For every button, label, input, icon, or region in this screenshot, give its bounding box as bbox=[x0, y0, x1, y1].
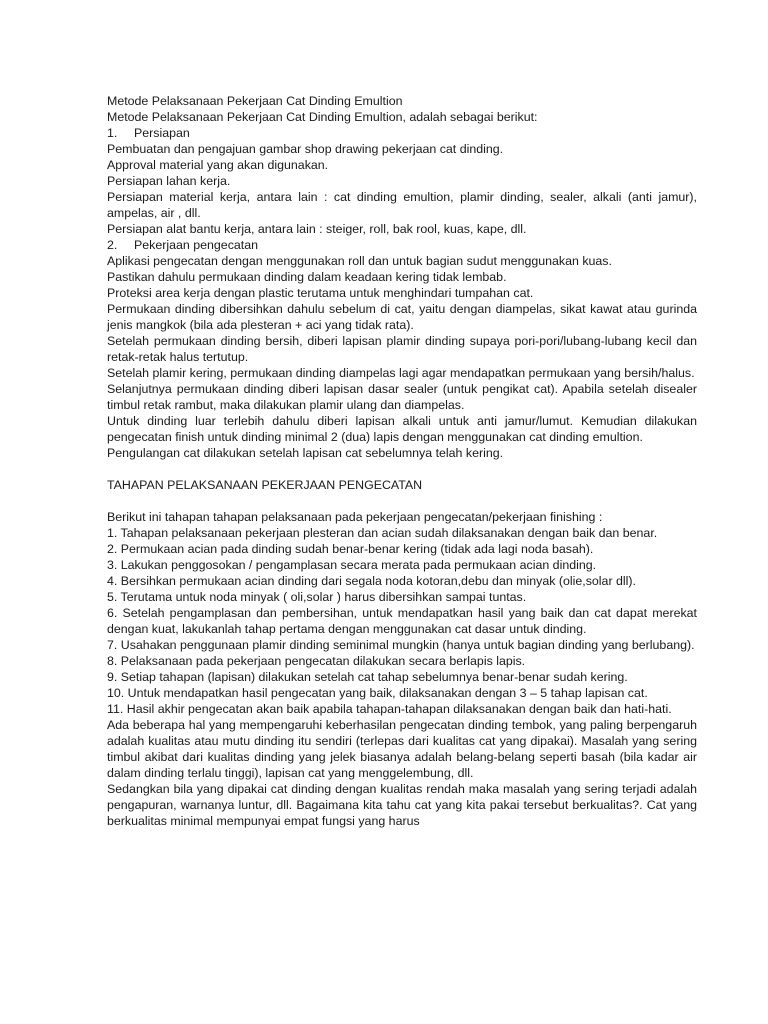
section-2-line: Setelah plamir kering, permukaan dinding diampelas lagi agar mendapatkan permukaan yang bersih/halus. bbox=[107, 366, 695, 380]
section-1-line: Approval material yang akan digunakan. bbox=[107, 158, 329, 172]
spacer bbox=[107, 461, 697, 477]
section-2-line: Pengulangan cat dilakukan setelah lapisan cat sebelumnya telah kering. bbox=[107, 446, 504, 460]
tahapan-item: 6. Setelah pengamplasan dan pembersihan, untuk mendapatkan hasil yang baik dan cat dapat merekat dengan kuat, lakukanlah tahap pertama dengan menggunakan cat dasar untuk dinding. bbox=[107, 606, 697, 636]
document-title: Metode Pelaksanaan Pekerjaan Cat Dinding Emultion bbox=[107, 94, 403, 108]
section-2-line: Proteksi area kerja dengan plastic terutama untuk menghindari tumpahan cat. bbox=[107, 286, 534, 300]
document-page bbox=[107, 93, 697, 829]
section-2-line: Pastikan dahulu permukaan dinding dalam keadaan kering tidak lembab. bbox=[107, 270, 507, 284]
body-paragraph: Ada beberapa hal yang mempengaruhi keberhasilan pengecatan dinding tembok, yang paling berpengaruh adalah kualitas atau mutu dinding itu sendiri (terlepas dari kualitas cat yang dipakai). Masalah yang sering timbul akibat dari kualitas dinding yang jelek biasanya adalah belang-belang seperti basah (bila kadar air dalam dinding terlalu tinggi), lapisan cat yang menggelembung, dll. bbox=[107, 718, 697, 780]
section-1-line: Pembuatan dan pengajuan gambar shop drawing pekerjaan cat dinding. bbox=[107, 142, 504, 156]
tahapan-item: 7. Usahakan penggunaan plamir dinding seminimal mungkin (hanya untuk bagian dinding yang berlubang). bbox=[107, 638, 695, 652]
tahapan-item: 3. Lakukan penggosokan / pengamplasan secara merata pada permukaan acian dinding. bbox=[107, 558, 597, 572]
section-2-line: Aplikasi pengecatan dengan menggunakan roll dan untuk bagian sudut menggunakan kuas. bbox=[107, 254, 612, 268]
tahapan-heading: TAHAPAN PELAKSANAAN PEKERJAAN PENGECATAN bbox=[107, 478, 423, 492]
section-2-number: 2. bbox=[107, 238, 118, 252]
section-1-heading-text: Persiapan bbox=[134, 126, 190, 140]
section-2-line: Permukaan dinding dibersihkan dahulu sebelum di cat, yaitu dengan diampelas, sikat kawat atau gurinda jenis mangkok (bila ada plesteran + aci yang tidak rata). bbox=[107, 302, 697, 332]
tahapan-item: 1. Tahapan pelaksanaan pekerjaan plesteran dan acian sudah dilaksanakan dengan baik dan benar. bbox=[107, 526, 658, 540]
section-1-line: Persiapan material kerja, antara lain : cat dinding emultion, plamir dinding, sealer, alkali (anti jamur), ampelas, air , dll. bbox=[107, 190, 697, 220]
body-paragraph: Sedangkan bila yang dipakai cat dinding dengan kualitas rendah maka masalah yang sering terjadi adalah pengapuran, warnanya luntur, dll. Bagaimana kita tahu cat yang kita pakai tersebut berkualitas?. Cat yang berkualitas minimal mempunyai empat fungsi yang harus bbox=[107, 782, 697, 828]
section-2-heading-text: Pekerjaan pengecatan bbox=[134, 238, 259, 252]
section-1-number: 1. bbox=[107, 126, 118, 140]
tahapan-item: 4. Bersihkan permukaan acian dinding dari segala noda kotoran,debu dan minyak (olie,solar dll). bbox=[107, 574, 636, 588]
tahapan-item: 10. Untuk mendapatkan hasil pengecatan yang baik, dilaksanakan dengan 3 – 5 tahap lapisan cat. bbox=[107, 686, 648, 700]
tahapan-item: 9. Setiap tahapan (lapisan) dilakukan setelah cat tahap sebelumnya benar-benar sudah kering. bbox=[107, 670, 628, 684]
tahapan-item: 8. Pelaksanaan pada pekerjaan pengecatan dilakukan secara berlapis lapis. bbox=[107, 654, 526, 668]
section-2-line: Setelah permukaan dinding bersih, diberi lapisan plamir dinding supaya pori-pori/lubang-lubang kecil dan retak-retak halus tertutup. bbox=[107, 334, 697, 364]
tahapan-item: 5. Terutama untuk noda minyak ( oli,solar ) harus dibersihkan sampai tuntas. bbox=[107, 590, 527, 604]
section-2-line: Untuk dinding luar terlebih dahulu diberi lapisan alkali untuk anti jamur/lumut. Kemudian dilakukan pengecatan finish untuk dinding minimal 2 (dua) lapis dengan menggunakan cat dinding emultion. bbox=[107, 414, 697, 444]
tahapan-item: 11. Hasil akhir pengecatan akan baik apabila tahapan-tahapan dilaksanakan dengan baik dan hati-hati. bbox=[107, 702, 672, 716]
tahapan-intro: Berikut ini tahapan tahapan pelaksanaan pada pekerjaan pengecatan/pekerjaan finishing : bbox=[107, 510, 603, 524]
spacer bbox=[107, 493, 697, 509]
section-1-heading bbox=[107, 125, 697, 141]
section-1-line: Persiapan alat bantu kerja, antara lain : steiger, roll, bak rool, kuas, kape, dll. bbox=[107, 222, 527, 236]
section-1-line: Persiapan lahan kerja. bbox=[107, 174, 231, 188]
section-2-line: Selanjutnya permukaan dinding diberi lapisan dasar sealer (untuk pengikat cat). Apabila setelah disealer timbul retak rambut, maka dilakukan plamir ulang dan diampelas. bbox=[107, 382, 697, 412]
section-2-heading bbox=[107, 237, 697, 253]
tahapan-item: 2. Permukaan acian pada dinding sudah benar-benar kering (tidak ada lagi noda basah). bbox=[107, 542, 594, 556]
intro-text: Metode Pelaksanaan Pekerjaan Cat Dinding Emultion, adalah sebagai berikut: bbox=[107, 110, 538, 124]
